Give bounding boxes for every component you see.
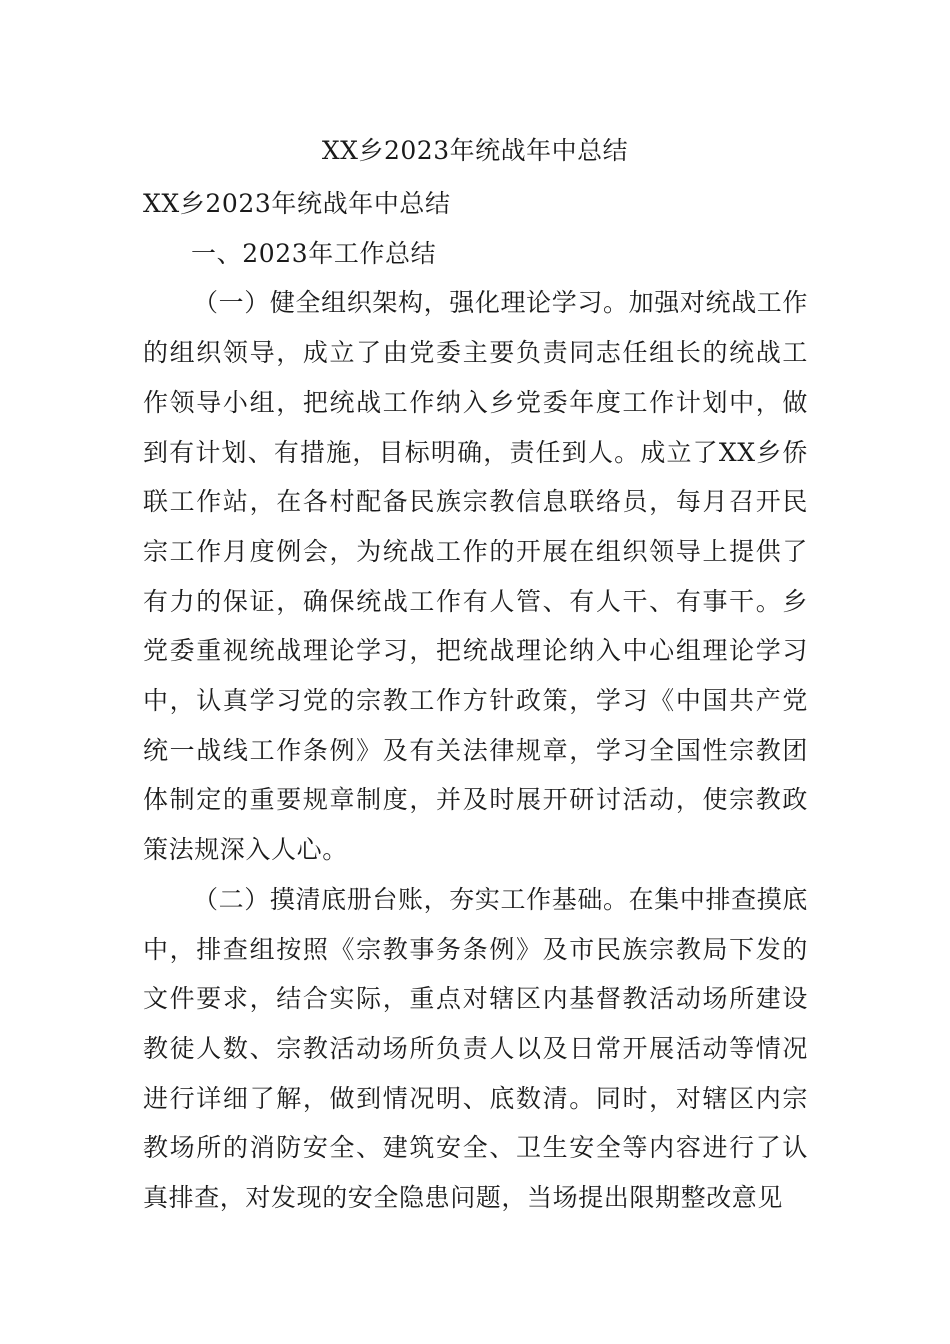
paragraph-1: （一）健全组织架构，强化理论学习。加强对统战工作的组织领导，成立了由党委主要负责同志任组长的统战工作领导小组，把统战工作纳入乡党委年度工作计划中，做到有计划、有措施，目标明确，责任到人。成立了XX乡侨联工作站，在各村配备民族宗教信息联络员，每月召开民宗工作月度例会，为统战工作的开展在组织领导上提供了有力的保证，确保统战工作有人管、有人干、有事干。乡党委重视统战理论学习，把统战理论纳入中心组理论学习中，认真学习党的宗教工作方针政策，学习《中国共产党统一战线工作条例》及有关法律规章，学习全国性宗教团体制定的重要规章制度，并及时展开研讨活动，使宗教政策法规深入人心。 xyxy=(143,288,808,865)
document-body xyxy=(143,179,808,1223)
paragraph-2: （二）摸清底册台账，夯实工作基础。在集中排查摸底中，排查组按照《宗教事务条例》及市民族宗教局下发的文件要求，结合实际，重点对辖区内基督教活动场所建设教徒人数、宗教活动场所负责人以及日常开展活动等情况进行详细了解，做到情况明、底数清。同时，对辖区内宗教场所的消防安全、建筑安全、卫生安全等内容进行了认真排查，对发现的安全隐患问题，当场提出限期整改意见 xyxy=(143,884,808,1213)
document-title: XX乡2023年统战年中总结 xyxy=(321,136,629,165)
document-subtitle: XX乡2023年统战年中总结 xyxy=(143,189,451,218)
section-heading: 一、2023年工作总结 xyxy=(191,238,437,268)
